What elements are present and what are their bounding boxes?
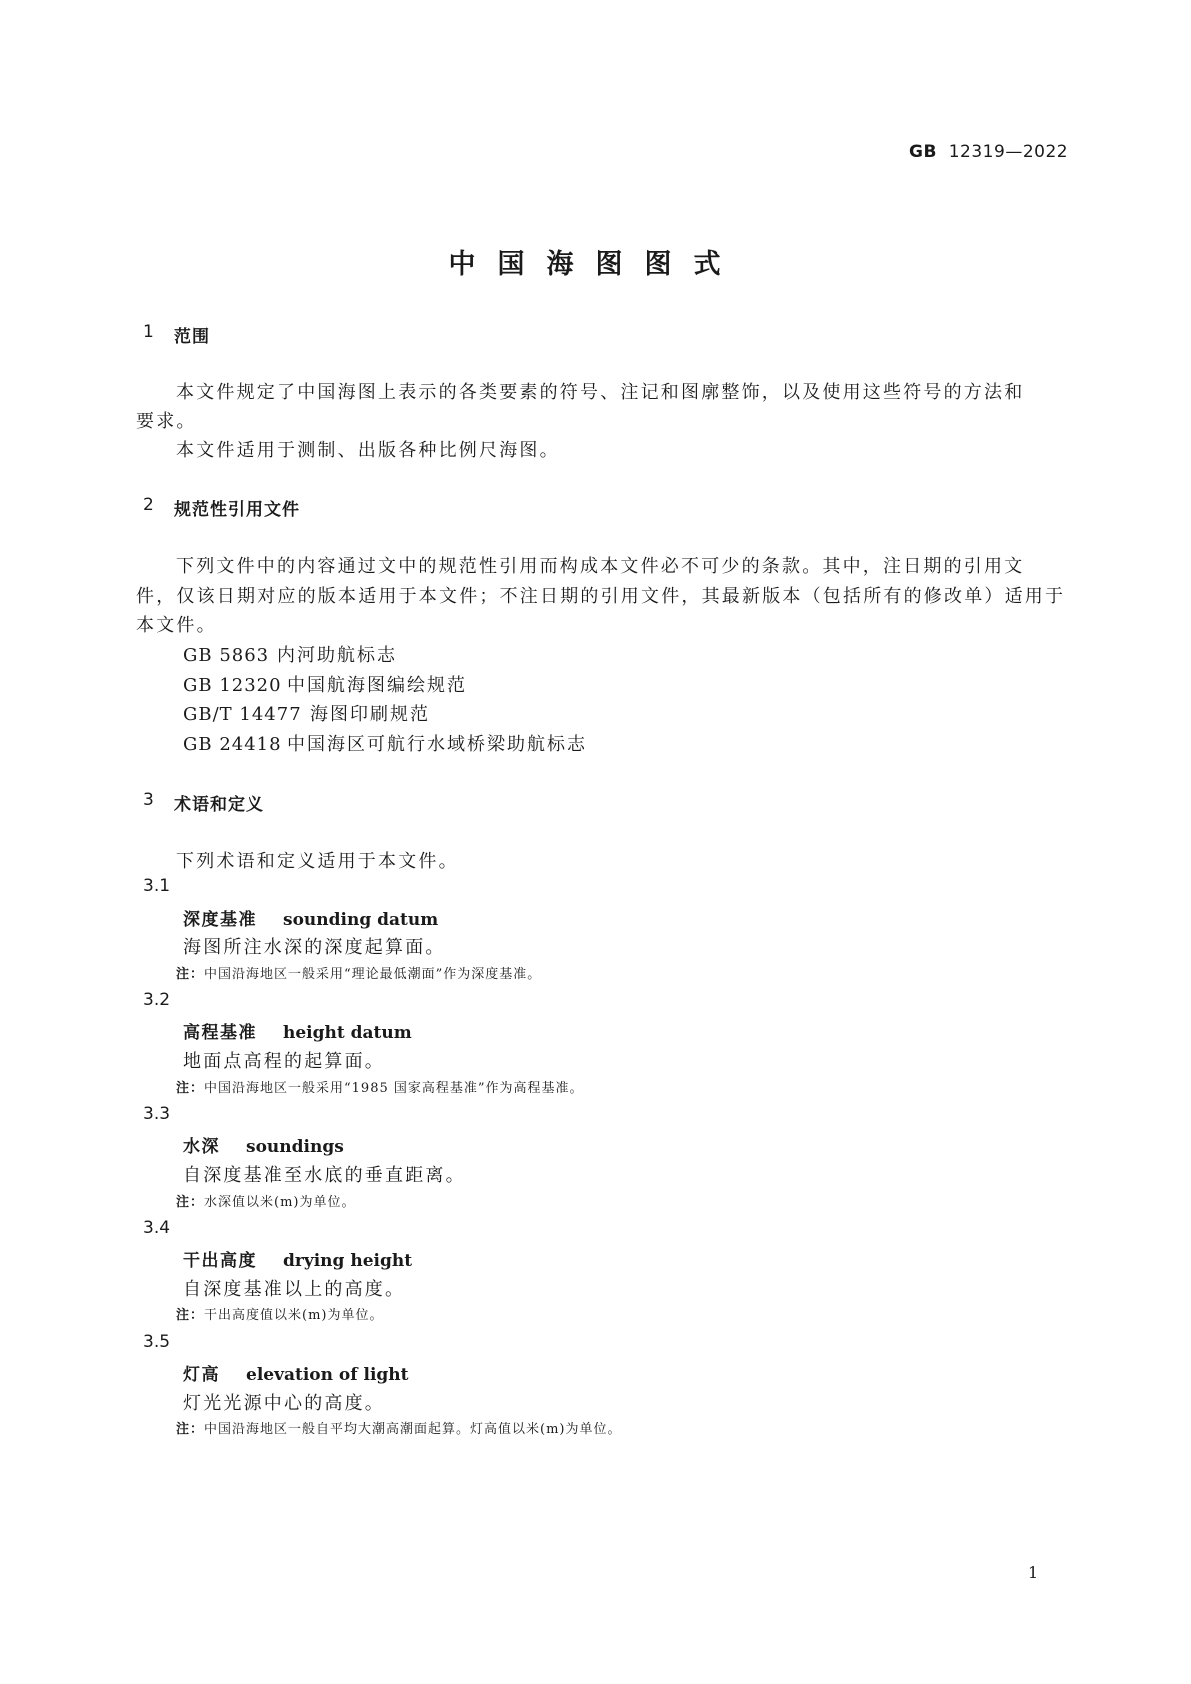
term-chinese: 深度基准 [183,910,257,930]
section-3-title: 术语和定义 [174,795,264,815]
term-english: elevation of light [246,1365,409,1385]
reference-row [183,730,587,756]
term-note [176,1077,584,1096]
standard-code [909,142,1068,162]
term-number: 3.5 [143,1332,171,1352]
note-label: 注： [176,1422,205,1437]
term-note [176,1191,356,1210]
term-definition: 灯光光源中心的高度。 [183,1393,385,1414]
term-chinese: 水深 [183,1137,220,1157]
section-1-paragraph-1-line-2: 要求。 [136,411,197,432]
term-english: sounding datum [283,910,439,930]
page-number: 1 [1028,1563,1039,1582]
reference-code: GB 12320 [183,675,282,696]
section-2-paragraph-line-2: 件，仅该日期对应的版本适用于本文件；不注日期的引用文件，其最新版本（包括所有的修改单）适用于 [136,586,1066,607]
section-1-title: 范围 [174,327,210,347]
term-heading [183,1246,412,1271]
term-definition: 自深度基准以上的高度。 [183,1279,406,1300]
note-label: 注： [176,1081,205,1096]
term-number: 3.3 [143,1104,171,1124]
reference-row [183,671,467,697]
section-3-intro: 下列术语和定义适用于本文件。 [176,851,459,872]
section-3-number: 3 [143,790,154,810]
term-heading [183,1018,412,1043]
term-definition: 自深度基准至水底的垂直距离。 [183,1165,466,1186]
reference-title: 中国航海图编绘规范 [287,675,467,696]
term-number: 3.2 [143,990,171,1010]
term-chinese: 高程基准 [183,1023,257,1043]
section-1-paragraph-1-line-1: 本文件规定了中国海图上表示的各类要素的符号、注记和图廓整饰，以及使用这些符号的方法和 [176,382,1025,403]
note-text: 中国沿海地区一般采用“理论最低潮面”作为深度基准。 [204,967,542,982]
term-definition: 海图所注水深的深度起算面。 [183,937,446,958]
reference-code: GB/T 14477 [183,704,302,725]
section-2-paragraph-line-1: 下列文件中的内容通过文中的规范性引用而构成本文件必不可少的条款。其中，注日期的引用文 [176,556,1025,577]
note-label: 注： [176,1195,205,1210]
note-text: 中国沿海地区一般采用“1985 国家高程基准”作为高程基准。 [204,1081,584,1096]
term-chinese: 灯高 [183,1365,220,1385]
section-2-title: 规范性引用文件 [174,500,300,520]
standard-prefix: GB [909,142,937,162]
reference-row [183,641,397,667]
note-label: 注： [176,1308,205,1323]
document-title: 中国海图图式 [448,249,743,280]
note-text: 中国沿海地区一般自平均大潮高潮面起算。灯高值以米(m)为单位。 [204,1422,622,1437]
term-heading [183,905,438,930]
section-1-paragraph-2: 本文件适用于测制、出版各种比例尺海图。 [176,440,560,461]
term-chinese: 干出高度 [183,1251,257,1271]
reference-row [183,700,430,726]
section-2-number: 2 [143,495,154,515]
note-text: 干出高度值以米(m)为单位。 [204,1308,384,1323]
reference-title: 海图印刷规范 [310,704,430,725]
note-label: 注： [176,967,205,982]
term-note [176,1418,622,1437]
term-english: height datum [283,1023,412,1043]
term-number: 3.1 [143,876,171,896]
section-2-paragraph-line-3: 本文件。 [136,615,217,636]
term-heading [183,1360,409,1385]
note-text: 水深值以米(m)为单位。 [204,1195,356,1210]
section-1-number: 1 [143,322,154,342]
term-definition: 地面点高程的起算面。 [183,1051,385,1072]
term-english: soundings [246,1137,344,1157]
reference-title: 中国海区可航行水域桥梁助航标志 [287,734,587,755]
standard-number: 12319—2022 [948,142,1069,162]
reference-title: 内河助航标志 [277,645,397,666]
term-note [176,963,541,982]
term-english: drying height [283,1251,413,1271]
term-note [176,1304,384,1323]
term-heading [183,1132,344,1157]
reference-code: GB 5863 [183,645,270,666]
term-number: 3.4 [143,1218,171,1238]
reference-code: GB 24418 [183,734,282,755]
